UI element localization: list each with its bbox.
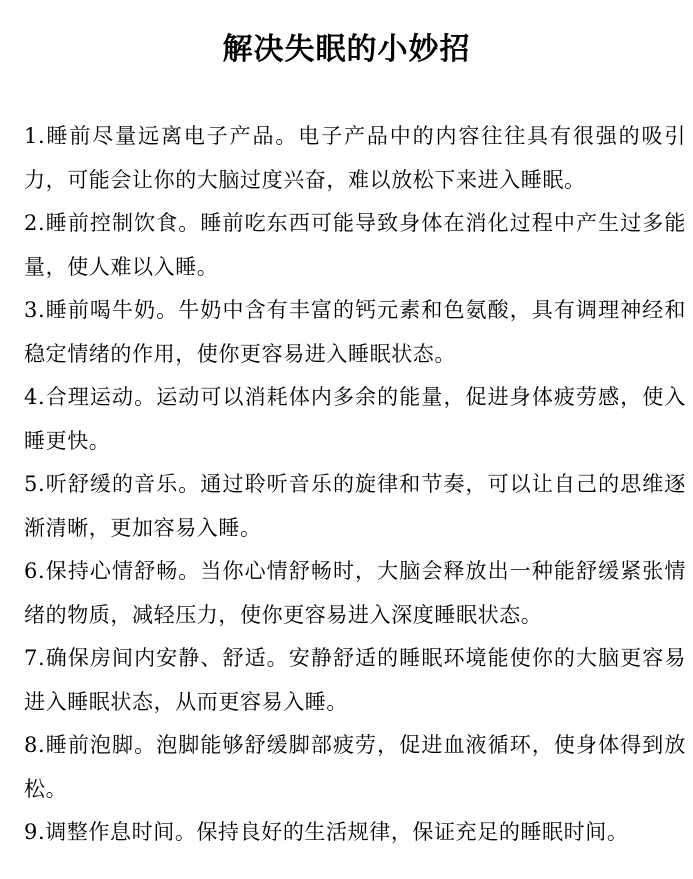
tip-item-4: 4.合理运动。运动可以消耗体内多余的能量，促进身体疲劳感，使入睡更快。: [24, 385, 686, 453]
tip-item-3: 3.睡前喝牛奶。牛奶中含有丰富的钙元素和色氨酸，具有调理神经和稳定情绪的作用，使你更容易进入睡眠状态。: [24, 298, 686, 366]
tip-item-9: 9.调整作息时间。保持良好的生活规律，保证充足的睡眠时间。: [24, 820, 629, 844]
tip-item-7: 7.确保房间内安静、舒适。安静舒适的睡眠环境能使你的大脑更容易进入睡眠状态，从而更容易入睡。: [24, 646, 686, 714]
tip-item-2: 2.睡前控制饮食。睡前吃东西可能导致身体在消化过程中产生过多能量，使人难以入睡。: [24, 211, 686, 279]
tip-item-1: 1.睡前尽量远离电子产品。电子产品中的内容往往具有很强的吸引力，可能会让你的大脑过度兴奋，难以放松下来进入睡眠。: [24, 124, 686, 192]
tips-list: [24, 115, 686, 855]
tip-item-5: 5.听舒缓的音乐。通过聆听音乐的旋律和节奏，可以让自己的思维逐渐清晰，更加容易入睡。: [24, 472, 686, 540]
tip-item-6: 6.保持心情舒畅。当你心情舒畅时，大脑会释放出一种能舒缓紧张情绪的物质，减轻压力，使你更容易进入深度睡眠状态。: [24, 559, 686, 627]
tip-item-8: 8.睡前泡脚。泡脚能够舒缓脚部疲劳，促进血液循环，使身体得到放松。: [24, 733, 686, 801]
document-title: 解决失眠的小妙招: [222, 32, 471, 67]
